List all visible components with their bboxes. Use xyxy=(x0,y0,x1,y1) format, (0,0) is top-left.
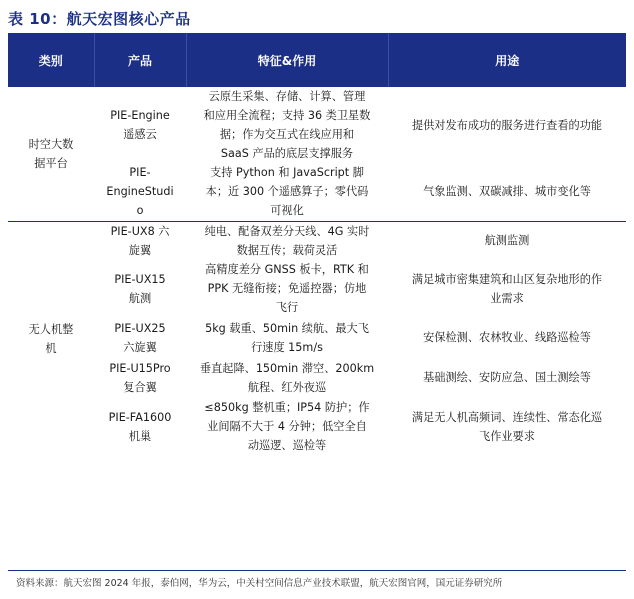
product-cell-line: PIE-UX8 六 xyxy=(110,224,170,238)
product-cell-line: PIE-UX15 xyxy=(114,272,166,286)
feature-cell-line: 和应用全流程；支持 36 类卫星数 xyxy=(203,109,371,122)
use-cell-line: 满足城市密集建筑和山区复杂地形的作 xyxy=(411,272,603,286)
use-cell-line: 基础测绘、安防应急、国土测绘等 xyxy=(423,371,591,384)
feature-cell-line: 垂直起降、150min 滞空、200km xyxy=(199,361,375,375)
product-cell-line: 航测 xyxy=(128,291,152,305)
header-row xyxy=(8,33,626,87)
header-use: 用途 xyxy=(388,33,626,87)
feature-cell-line: 行速度 15m/s xyxy=(251,340,323,354)
table-body xyxy=(8,87,626,456)
use-cell-line: 气象监测、双碳减排、城市变化等 xyxy=(423,185,591,199)
product-cell-line: PIE-FA1600 xyxy=(108,410,172,424)
use-cell xyxy=(388,221,626,260)
product-cell xyxy=(94,221,186,260)
feature-cell-line: 据；作为交互式在线应用和 xyxy=(219,128,355,141)
table-row xyxy=(8,221,626,260)
table-title: 表 10：航天宏图核心产品 xyxy=(8,10,191,28)
table-row xyxy=(8,398,626,456)
use-cell xyxy=(388,260,626,318)
feature-cell xyxy=(186,358,388,398)
use-cell-line: 业需求 xyxy=(490,291,524,305)
source-note: 资料来源：航天宏图 2024 年报，泰伯网，华为云，中关村空间信息产业技术联盟，航天宏图官网，国元证券研究所 xyxy=(16,578,503,589)
use-cell xyxy=(388,163,626,221)
feature-cell-line: 数据互传；载荷灵活 xyxy=(236,243,338,257)
feature-cell-line: ≤850kg 整机重；IP54 防护；作 xyxy=(204,401,370,414)
use-cell-line: 安保检测、农林牧业、线路巡检等 xyxy=(423,331,591,344)
use-cell-line: 满足无人机高频词、连续性、常态化巡 xyxy=(411,410,603,424)
header-feature: 特征&作用 xyxy=(186,33,388,87)
product-cell xyxy=(94,358,186,398)
use-cell-line: 航测监测 xyxy=(484,234,530,247)
feature-cell xyxy=(186,398,388,456)
category-cell xyxy=(8,87,94,221)
table-row xyxy=(8,163,626,221)
use-cell xyxy=(388,358,626,398)
feature-cell-line: 飞行 xyxy=(275,301,299,314)
feature-cell xyxy=(186,260,388,318)
product-cell-line: PIE-U15Pro xyxy=(109,361,171,375)
use-cell xyxy=(388,398,626,456)
feature-cell-line: 动巡逻、巡检等 xyxy=(247,439,327,452)
use-cell xyxy=(388,318,626,358)
feature-cell-line: SaaS 产品的底层支撑服务 xyxy=(220,147,354,160)
product-cell-line: 机巢 xyxy=(128,429,152,443)
feature-cell-line: 支持 Python 和 JavaScript 脚 xyxy=(210,166,364,180)
category-cell xyxy=(8,221,94,456)
product-cell xyxy=(94,260,186,318)
product-cell xyxy=(94,163,186,221)
category-cell-line: 据平台 xyxy=(34,156,68,170)
product-cell-line: PIE-UX25 xyxy=(114,321,166,335)
feature-cell-line: 纯电、配备双差分天线、4G 实时 xyxy=(204,224,370,238)
feature-cell-line: 可视化 xyxy=(270,204,304,218)
product-cell-line: PIE-Engine xyxy=(110,109,170,122)
table-row xyxy=(8,260,626,318)
feature-cell-line: 航程、红外夜巡 xyxy=(247,380,327,394)
product-cell-line: 遥感云 xyxy=(123,128,157,141)
feature-cell-line: 本；近 300 个遥感算子；零代码 xyxy=(205,185,369,199)
feature-cell xyxy=(186,87,388,163)
table-row xyxy=(8,358,626,398)
use-cell-line: 飞作业要求 xyxy=(479,429,535,443)
product-cell xyxy=(94,87,186,163)
feature-cell xyxy=(186,163,388,221)
feature-cell-line: 云原生采集、存储、计算、管理 xyxy=(208,90,366,103)
products-table xyxy=(8,33,626,456)
header-product: 产品 xyxy=(94,33,186,87)
product-cell xyxy=(94,318,186,358)
feature-cell-line: 5kg 载重、50min 续航、最大飞 xyxy=(205,321,369,335)
feature-cell-line: 业间隔不大于 4 分钟；低空全自 xyxy=(207,420,367,433)
product-cell-line: o xyxy=(136,204,144,218)
product-cell-line: 旋翼 xyxy=(128,243,152,257)
product-cell-line: PIE- xyxy=(129,166,151,180)
product-cell-line: 六旋翼 xyxy=(123,340,157,354)
feature-cell-line: PPK 无缝衔接；免遥控器；仿地 xyxy=(207,282,367,295)
feature-cell xyxy=(186,318,388,358)
use-cell-line: 提供对发布成功的服务进行查看的功能 xyxy=(411,118,603,132)
category-cell-line: 机 xyxy=(45,341,57,355)
category-cell-line: 无人机整 xyxy=(28,322,74,336)
table-row xyxy=(8,87,626,163)
use-cell xyxy=(388,87,626,163)
feature-cell xyxy=(186,221,388,260)
feature-cell-line: 高精度差分 GNSS 板卡，RTK 和 xyxy=(205,263,369,276)
category-cell-line: 时空大数 xyxy=(28,137,74,151)
product-cell xyxy=(94,398,186,456)
product-cell-line: EngineStudi xyxy=(106,185,174,199)
table-row xyxy=(8,318,626,358)
product-cell-line: 复合翼 xyxy=(123,380,157,394)
header-category: 类别 xyxy=(8,33,94,87)
footer-divider xyxy=(8,570,626,571)
